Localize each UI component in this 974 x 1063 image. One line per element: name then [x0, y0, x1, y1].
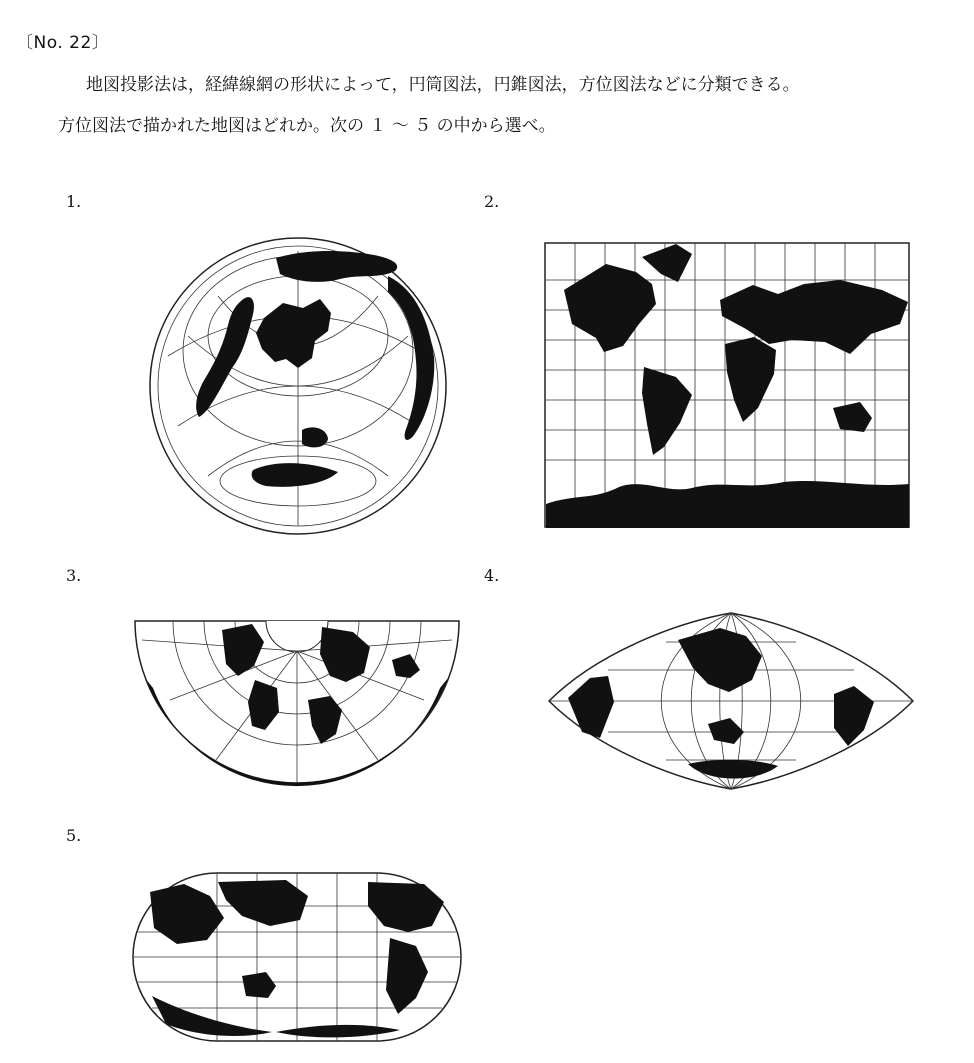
question-number: 〔No. 22〕	[16, 33, 110, 53]
option-5-pseudo-cylindrical-map	[132, 872, 462, 1042]
question-text-line-1: 地図投影法は，経緯線網の形状によって，円筒図法，円錐図法，方位図法などに分類できる。	[86, 75, 800, 95]
option-2-label: 2.	[484, 192, 500, 211]
option-1-label: 1.	[66, 192, 82, 211]
option-1-azimuthal-map	[148, 236, 448, 536]
option-4-label: 4.	[484, 566, 500, 585]
question-text-line-2: 方位図法で描かれた地図はどれか。次の １ ～ ５ の中から選べ。	[58, 116, 556, 136]
option-4-sinusoidal-map	[548, 612, 914, 790]
option-5-label: 5.	[66, 826, 82, 845]
option-3-conic-map	[134, 620, 460, 788]
option-2-cylindrical-map	[544, 242, 910, 528]
option-3-label: 3.	[66, 566, 82, 585]
